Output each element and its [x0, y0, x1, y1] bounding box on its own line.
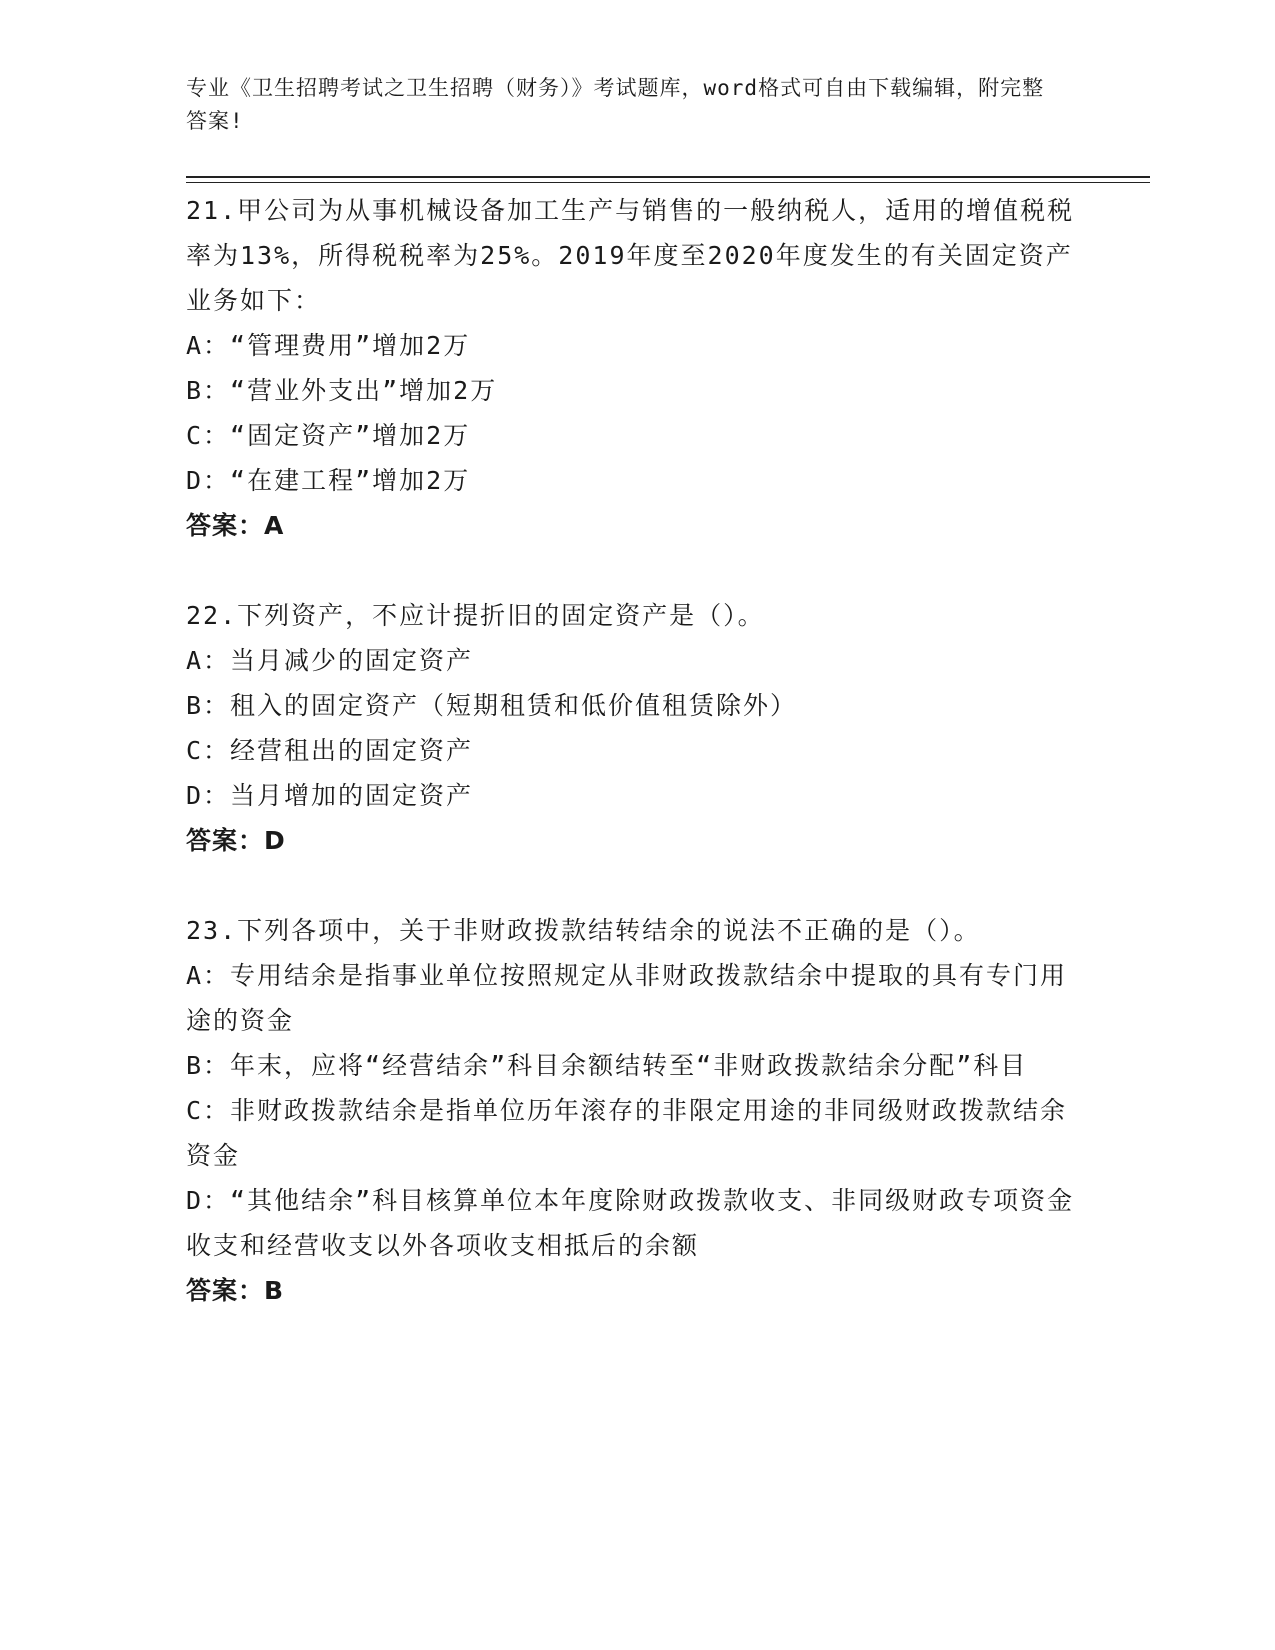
option-c: C：“固定资产”增加2万: [186, 421, 471, 450]
answer-label: 答案：: [186, 1276, 265, 1305]
answer-line: [186, 1268, 1086, 1313]
answer-value: D: [264, 826, 286, 855]
option-a: A：当月减少的固定资产: [186, 646, 474, 675]
option-c: C：非财政拨款结余是指单位历年滚存的非限定用途的非同级财政拨款结余资金: [186, 1096, 1068, 1170]
document-header: 专业《卫生招聘考试之卫生招聘（财务）》考试题库，word格式可自由下载编辑，附完整答案!: [186, 76, 1045, 133]
question-22: [186, 593, 1086, 863]
question-stem: 22.下列资产，不应计提折旧的固定资产是（）。: [186, 601, 765, 630]
question-21: [186, 188, 1086, 548]
option-d: D：“在建工程”增加2万: [186, 466, 471, 495]
question-stem: 21.甲公司为从事机械设备加工生产与销售的一般纳税人，适用的增值税税率为13%，所得税税率为25%。2019年度至2020年度发生的有关固定资产业务如下：: [186, 196, 1075, 315]
option-a: A：专用结余是指事业单位按照规定从非财政拨款结余中提取的具有专门用途的资金: [186, 961, 1068, 1035]
answer-label: 答案：: [186, 511, 265, 540]
answer-value: B: [264, 1276, 285, 1305]
option-d: D：“其他结余”科目核算单位本年度除财政拨款收支、非同级财政专项资金收支和经营收支以外各项收支相抵后的余额: [186, 1186, 1075, 1260]
answer-value: A: [264, 511, 285, 540]
question-23: [186, 908, 1086, 1313]
answer-label: 答案：: [186, 826, 265, 855]
header-rule-thick: [186, 176, 1150, 178]
option-c: C：经营租出的固定资产: [186, 736, 474, 765]
option-b: B：“营业外支出”增加2万: [186, 376, 498, 405]
answer-line: [186, 503, 1086, 548]
option-a: A：“管理费用”增加2万: [186, 331, 471, 360]
option-d: D：当月增加的固定资产: [186, 781, 474, 810]
question-list: [186, 188, 1086, 1313]
question-stem: 23.下列各项中，关于非财政拨款结转结余的说法不正确的是（）。: [186, 916, 981, 945]
answer-line: [186, 818, 1086, 863]
header-rule-thin: [186, 182, 1150, 183]
option-b: B：租入的固定资产（短期租赁和低价值租赁除外）: [186, 691, 798, 720]
option-b: B：年末，应将“经营结余”科目余额结转至“非财政拨款结余分配”科目: [186, 1051, 1028, 1080]
